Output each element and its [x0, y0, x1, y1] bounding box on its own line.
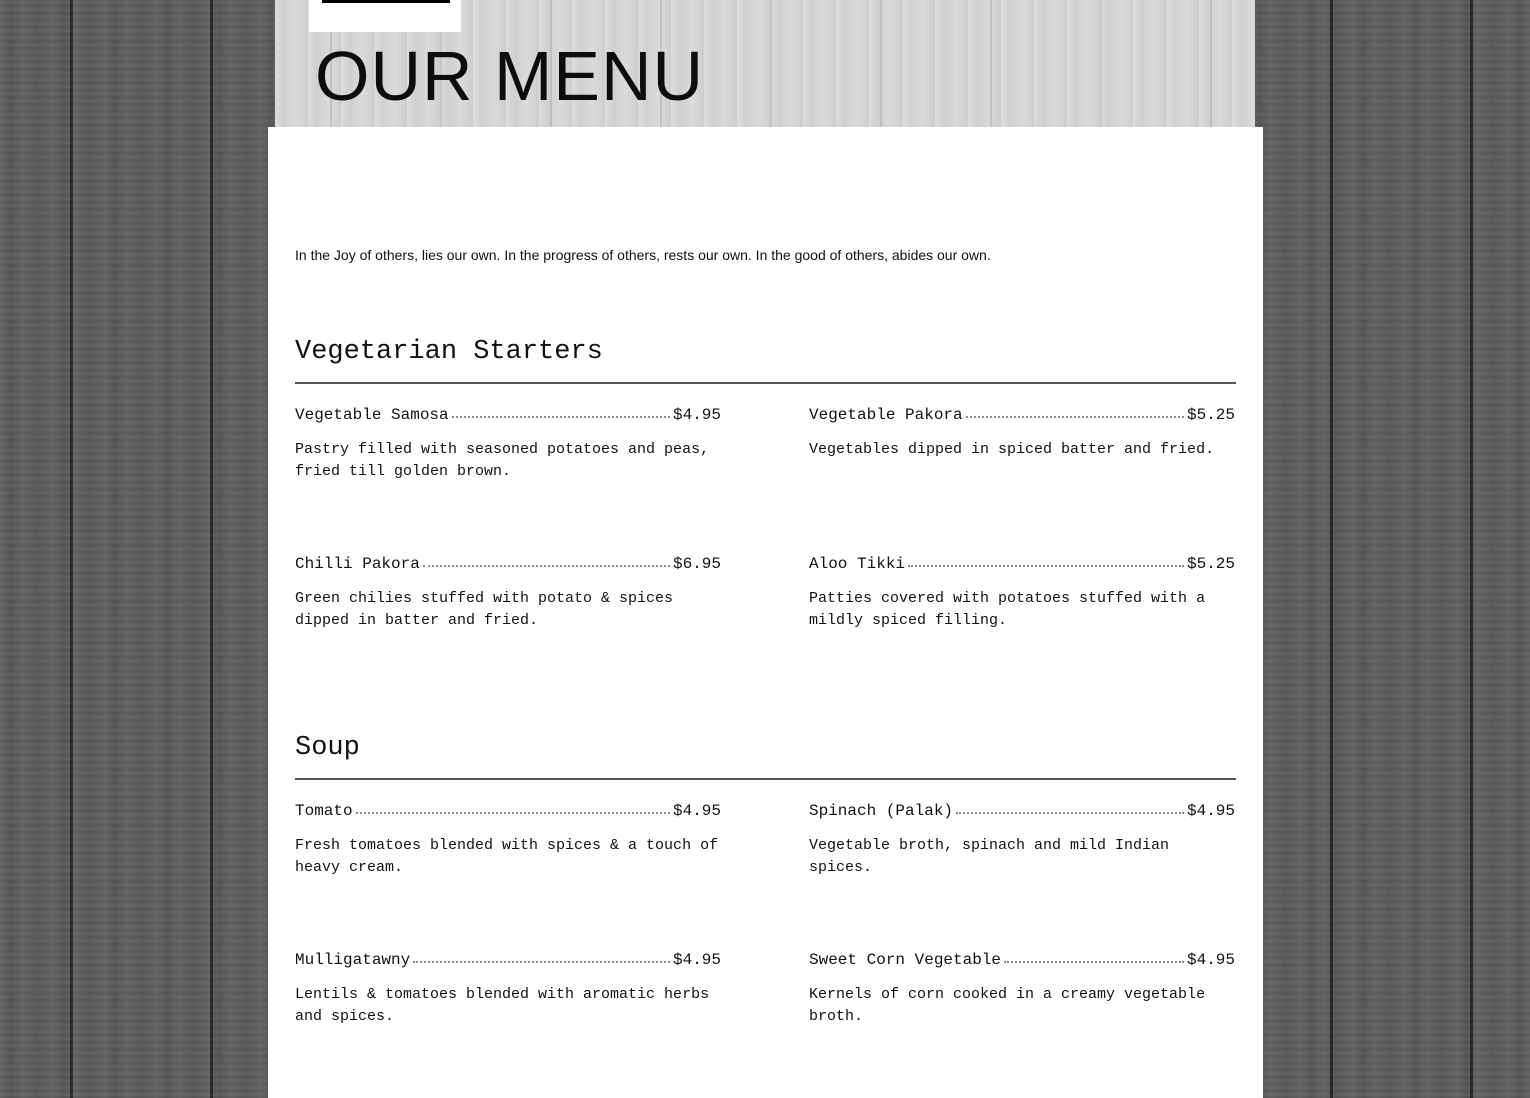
menu-item — [809, 554, 1235, 632]
page-header — [275, 0, 1255, 127]
dot-leader — [356, 812, 670, 814]
menu-panel — [268, 127, 1263, 1098]
menu-item — [809, 801, 1235, 879]
menu-item — [809, 950, 1235, 1028]
menu-item-name: Mulligatawny — [295, 951, 411, 969]
menu-item-price: $4.95 — [672, 802, 721, 820]
menu-item-price: $6.95 — [672, 555, 721, 573]
menu-item — [295, 950, 721, 1028]
menu-item-name: Vegetable Samosa — [295, 406, 449, 424]
menu-section-vegetarian-starters — [295, 330, 1236, 629]
menu-item-header — [809, 554, 1235, 574]
menu-section-soup — [295, 726, 1236, 1025]
menu-item-description: Pastry filled with seasoned potatoes and peas, fried till golden brown. — [295, 441, 710, 480]
dot-leader — [423, 565, 670, 567]
menu-item-header — [295, 554, 721, 574]
menu-item-name: Aloo Tikki — [809, 555, 906, 573]
menu-item-price: $4.95 — [1186, 802, 1235, 820]
dot-leader — [413, 961, 670, 963]
menu-item-description: Kernels of corn cooked in a creamy vegetable broth. — [809, 986, 1206, 1025]
menu-item-name: Spinach (Palak) — [809, 802, 954, 820]
section-title: Vegetarian Starters — [295, 330, 1236, 384]
menu-item-price: $4.95 — [672, 406, 721, 424]
menu-item-price: $4.95 — [1186, 951, 1235, 969]
menu-item-description: Vegetable broth, spinach and mild Indian spices. — [809, 837, 1170, 876]
menu-item-price: $4.95 — [672, 951, 721, 969]
menu-item-description: Patties covered with potatoes stuffed with a mildly spiced filling. — [809, 590, 1206, 629]
menu-item-header — [809, 405, 1235, 425]
dot-leader — [452, 416, 670, 418]
menu-item-header — [809, 950, 1235, 970]
menu-item-price: $5.25 — [1186, 555, 1235, 573]
dot-leader — [908, 565, 1184, 567]
section-title: Soup — [295, 726, 1236, 780]
dot-leader — [1004, 961, 1184, 963]
dot-leader — [956, 812, 1184, 814]
menu-item — [295, 554, 721, 632]
menu-item — [295, 405, 721, 483]
menu-item-description: Fresh tomatoes blended with spices & a touch of heavy cream. — [295, 837, 719, 876]
logo-mark — [322, 0, 450, 3]
menu-item-header — [295, 405, 721, 425]
page-title: OUR MENU — [315, 37, 705, 115]
menu-item-description: Lentils & tomatoes blended with aromatic herbs and spices. — [295, 986, 710, 1025]
menu-item — [809, 405, 1235, 461]
menu-item-description: Green chilies stuffed with potato & spices dipped in batter and fried. — [295, 590, 674, 629]
menu-item-name: Tomato — [295, 802, 353, 820]
menu-item-description: Vegetables dipped in spiced batter and fried. — [809, 441, 1215, 458]
menu-item-name: Vegetable Pakora — [809, 406, 963, 424]
dot-leader — [966, 416, 1184, 418]
menu-item-header — [809, 801, 1235, 821]
menu-item-header — [295, 801, 721, 821]
menu-item-header — [295, 950, 721, 970]
menu-item — [295, 801, 721, 879]
logo[interactable] — [309, 0, 461, 32]
intro-tagline: In the Joy of others, lies our own. In the progress of others, rests our own. In the good of others, abides our own. — [295, 247, 991, 263]
menu-item-price: $5.25 — [1186, 406, 1235, 424]
menu-item-name: Chilli Pakora — [295, 555, 420, 573]
menu-item-name: Sweet Corn Vegetable — [809, 951, 1002, 969]
